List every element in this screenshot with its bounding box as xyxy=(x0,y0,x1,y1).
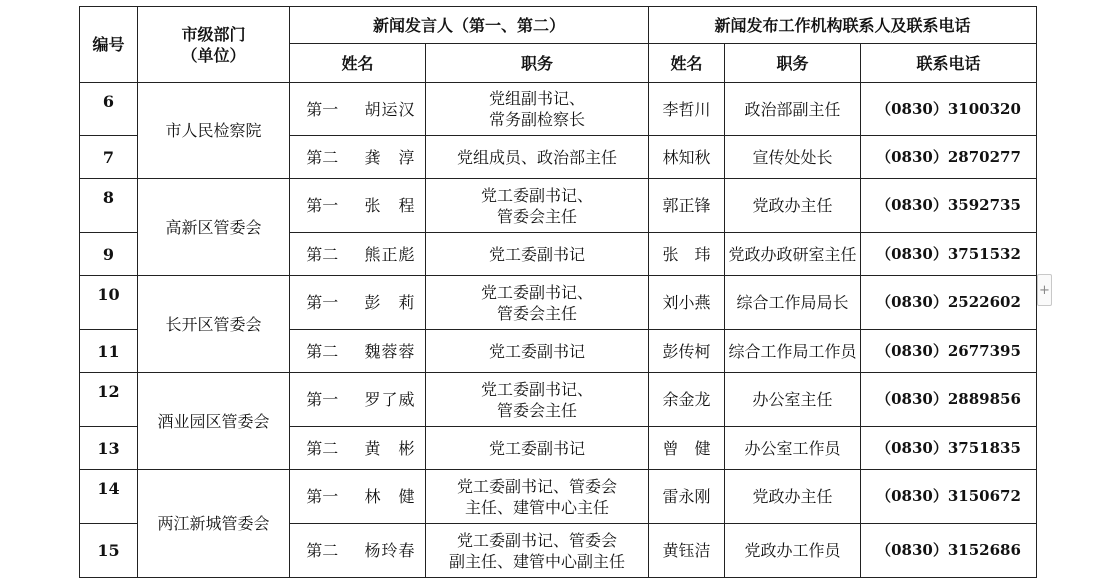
expand-button[interactable]: + xyxy=(1037,274,1052,306)
speaker-title-line1: 党工委副书记、 xyxy=(480,185,593,205)
contact-title: 办公室工作员 xyxy=(725,427,861,470)
speaker-title-line1: 党工委副书记、管委会 xyxy=(456,530,617,550)
header-contact-group: 新闻发布工作机构联系人及联系电话 xyxy=(649,7,1037,44)
speaker-name: 黄 彬 xyxy=(355,427,426,470)
contact-name: 张 玮 xyxy=(649,233,725,276)
speaker-title xyxy=(426,373,649,427)
header-spokes-name: 姓名 xyxy=(290,44,426,83)
speaker-name: 龚 淳 xyxy=(355,136,426,179)
contact-name: 雷永刚 xyxy=(649,470,725,524)
contact-name: 李哲川 xyxy=(649,83,725,136)
row-number: 6 xyxy=(80,83,138,136)
contact-phone: （0830）3592735 xyxy=(861,179,1037,233)
contact-name: 郭正锋 xyxy=(649,179,725,233)
header-spokesperson-group: 新闻发言人（第一、第二） xyxy=(290,7,649,44)
speaker-name: 林 健 xyxy=(355,470,426,524)
speaker-order: 第二 xyxy=(290,524,355,578)
speaker-name: 魏蓉蓉 xyxy=(355,330,426,373)
speaker-title-line2: 常务副检察长 xyxy=(488,110,585,129)
speaker-title-line1: 党工委副书记、 xyxy=(480,282,593,302)
row-number: 13 xyxy=(80,427,138,470)
contact-name: 曾 健 xyxy=(649,427,725,470)
contact-phone: （0830）3751835 xyxy=(861,427,1037,470)
speaker-title-line2: 副主任、建管中心副主任 xyxy=(448,551,625,571)
speaker-title xyxy=(426,470,649,524)
speaker-name: 张 程 xyxy=(355,179,426,233)
header-contact-title: 职务 xyxy=(725,44,861,83)
speaker-title xyxy=(426,136,649,179)
speaker-order: 第二 xyxy=(290,330,355,373)
contact-title: 党政办主任 xyxy=(725,179,861,233)
speaker-order: 第二 xyxy=(290,233,355,276)
header-dept xyxy=(138,7,290,83)
speaker-order: 第一 xyxy=(290,83,355,136)
dept-name: 市人民检察院 xyxy=(138,83,290,179)
contact-phone: （0830）2889856 xyxy=(861,373,1037,427)
row-number: 14 xyxy=(80,470,138,524)
header-dept-line2: （单位） xyxy=(181,45,246,65)
contact-phone: （0830）2522602 xyxy=(861,276,1037,330)
table-row xyxy=(80,470,1037,524)
speaker-title xyxy=(426,83,649,136)
speaker-title xyxy=(426,330,649,373)
header-contact-name: 姓名 xyxy=(649,44,725,83)
speaker-title xyxy=(426,276,649,330)
speaker-order: 第一 xyxy=(290,276,355,330)
table-row xyxy=(80,83,1037,136)
contact-name: 彭传柯 xyxy=(649,330,725,373)
dept-name: 两江新城管委会 xyxy=(138,470,290,578)
contact-title: 党政办工作员 xyxy=(725,524,861,578)
speaker-title-line1: 党组成员、政治部主任 xyxy=(456,147,617,167)
spokesperson-table xyxy=(79,6,1037,578)
speaker-order: 第一 xyxy=(290,373,355,427)
speaker-title-line1: 党组副书记、 xyxy=(488,89,585,108)
contact-title: 党政办主任 xyxy=(725,470,861,524)
table-body xyxy=(80,83,1037,578)
header-spokes-title: 职务 xyxy=(426,44,649,83)
speaker-title-line1: 党工委副书记 xyxy=(488,244,585,264)
row-number: 10 xyxy=(80,276,138,330)
row-number: 11 xyxy=(80,330,138,373)
contact-title: 宣传处处长 xyxy=(725,136,861,179)
contact-phone: （0830）2677395 xyxy=(861,330,1037,373)
dept-name: 高新区管委会 xyxy=(138,179,290,276)
row-number: 7 xyxy=(80,136,138,179)
contact-name: 刘小燕 xyxy=(649,276,725,330)
header-no: 编号 xyxy=(80,7,138,83)
speaker-order: 第二 xyxy=(290,427,355,470)
dept-name: 长开区管委会 xyxy=(138,276,290,373)
contact-phone: （0830）3152686 xyxy=(861,524,1037,578)
contact-title: 党政办政研室主任 xyxy=(725,233,861,276)
contact-title: 综合工作局局长 xyxy=(725,276,861,330)
speaker-title-line2: 管委会主任 xyxy=(496,303,577,323)
speaker-name: 杨玲春 xyxy=(355,524,426,578)
speaker-name: 熊正彪 xyxy=(355,233,426,276)
contact-name: 林知秋 xyxy=(649,136,725,179)
speaker-title xyxy=(426,179,649,233)
row-number: 8 xyxy=(80,179,138,233)
speaker-title-line1: 党工委副书记 xyxy=(488,341,585,361)
contact-phone: （0830）3150672 xyxy=(861,470,1037,524)
contact-title: 综合工作局工作员 xyxy=(725,330,861,373)
speaker-title xyxy=(426,233,649,276)
speaker-title-line2: 管委会主任 xyxy=(496,206,577,226)
contact-phone: （0830）2870277 xyxy=(861,136,1037,179)
header-phone: 联系电话 xyxy=(861,44,1037,83)
speaker-name: 彭 莉 xyxy=(355,276,426,330)
speaker-title-line2: 主任、建管中心主任 xyxy=(464,497,609,517)
row-number: 12 xyxy=(80,373,138,427)
table-row xyxy=(80,373,1037,427)
contact-title: 政治部副主任 xyxy=(725,83,861,136)
speaker-title xyxy=(426,524,649,578)
speaker-order: 第一 xyxy=(290,179,355,233)
speaker-name: 罗了威 xyxy=(355,373,426,427)
speaker-title-line1: 党工委副书记、 xyxy=(480,379,593,399)
contact-name: 余金龙 xyxy=(649,373,725,427)
speaker-title xyxy=(426,427,649,470)
dept-name: 酒业园区管委会 xyxy=(138,373,290,470)
table-row xyxy=(80,179,1037,233)
contact-name: 黄钰洁 xyxy=(649,524,725,578)
table-row xyxy=(80,276,1037,330)
speaker-title-line1: 党工委副书记 xyxy=(488,438,585,458)
row-number: 9 xyxy=(80,233,138,276)
speaker-title-line1: 党工委副书记、管委会 xyxy=(456,476,617,496)
contact-phone: （0830）3751532 xyxy=(861,233,1037,276)
speaker-title-line2: 管委会主任 xyxy=(496,400,577,420)
speaker-order: 第一 xyxy=(290,470,355,524)
header-dept-line1: 市级部门 xyxy=(181,24,246,44)
contact-title: 办公室主任 xyxy=(725,373,861,427)
speaker-order: 第二 xyxy=(290,136,355,179)
speaker-name: 胡运汉 xyxy=(355,83,426,136)
contact-phone: （0830）3100320 xyxy=(861,83,1037,136)
row-number: 15 xyxy=(80,524,138,578)
